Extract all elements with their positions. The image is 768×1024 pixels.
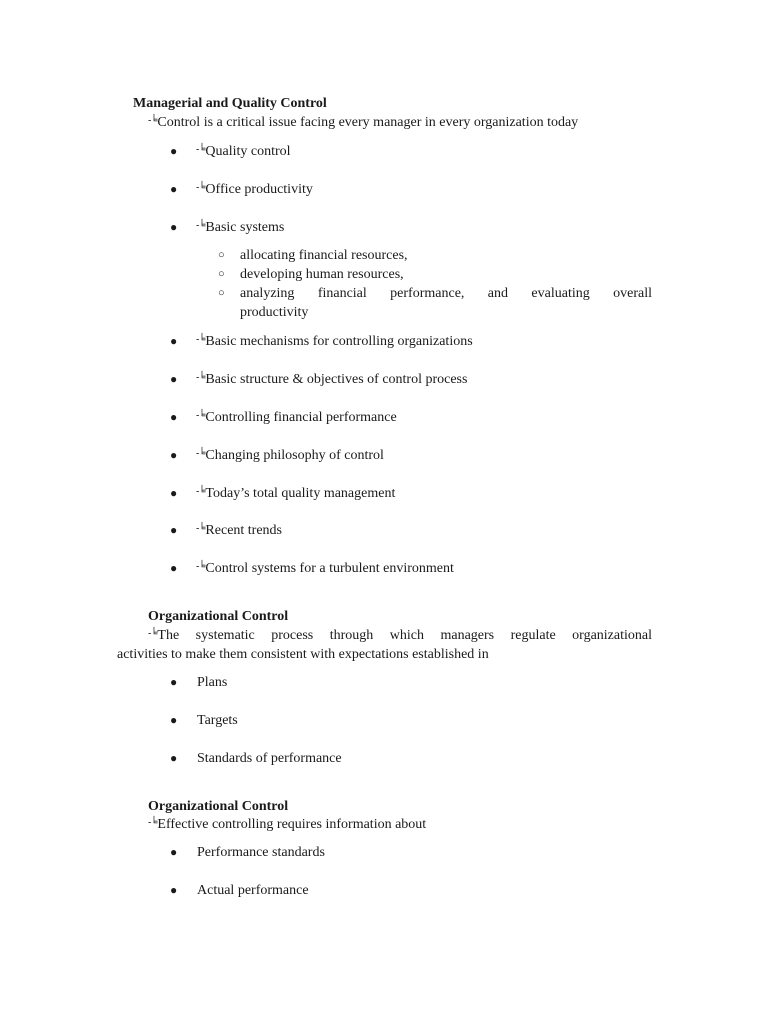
list-item-text: Control systems for a turbulent environment [205,561,454,576]
sub-list-item: allocating financial resources, [240,248,408,263]
list-item-text: Office productivity [205,182,313,197]
list-marker: -╘ [148,115,157,126]
list-item-text: Basic structure & objectives of control process [205,372,468,387]
list-item-text: Today’s total quality management [205,486,396,501]
list-marker: -╘ [196,182,205,193]
list-item-text: Quality control [205,144,291,159]
list-marker: -╘ [196,486,205,497]
list-marker: -╘ [148,628,157,639]
bullet-dot: ● [170,675,178,689]
list-item-text: Targets [197,713,238,728]
bullet-dot: ● [170,751,178,765]
bullet-dot: ● [170,561,178,575]
list-marker: -╘ [196,410,205,421]
sub-bullet-circle: ○ [218,249,225,261]
intro-text: Control is a critical issue facing every manager in every organization today [157,115,579,130]
sub-bullet-circle: ○ [218,287,225,299]
section-title: Managerial and Quality Control [133,96,327,111]
bullet-dot: ● [170,883,178,897]
intro-text: Effective controlling requires information about [157,817,427,832]
list-item-text: Changing philosophy of control [205,448,384,463]
list-marker: -╘ [196,144,205,155]
section-title: Organizational Control [148,609,289,624]
list-marker: -╘ [196,561,205,572]
list-item-text: Actual performance [197,883,309,898]
list-item-text: Controlling financial performance [205,410,397,425]
list-item-text: Basic mechanisms for controlling organizations [205,334,473,349]
bullet-dot: ● [170,486,178,500]
bullet-dot: ● [170,713,178,727]
intro-text: The systematic process through which managers regulate organizational [157,628,652,643]
section-intro [148,626,652,646]
sub-bullet-circle: ○ [218,268,225,280]
section-intro-continued: activities to make them consistent with expectations established in [117,647,489,662]
list-marker: -╘ [148,817,157,828]
list-item-text: Basic systems [205,220,285,235]
bullet-dot: ● [170,144,178,158]
bullet-dot: ● [170,182,178,196]
bullet-dot: ● [170,410,178,424]
bullet-dot: ● [170,372,178,386]
section-intro [148,815,426,835]
bullet-dot: ● [170,523,178,537]
bullet-dot: ● [170,220,178,234]
list-marker: -╘ [196,448,205,459]
list-item-text: Recent trends [205,523,283,538]
list-item-text: Standards of performance [197,751,342,766]
list-marker: -╘ [196,523,205,534]
list-item-text: Plans [197,675,228,690]
sub-list-item: developing human resources, [240,267,404,282]
list-marker: -╘ [196,372,205,383]
list-marker: -╘ [196,220,205,231]
section-intro [148,113,578,133]
bullet-dot: ● [170,845,178,859]
sub-list-item: analyzing financial performance, and evaluating overall [240,286,652,301]
bullet-dot: ● [170,448,178,462]
sub-list-item-continued: productivity [240,305,309,320]
list-item-text: Performance standards [197,845,325,860]
section-title: Organizational Control [148,799,289,814]
list-marker: -╘ [196,334,205,345]
bullet-dot: ● [170,334,178,348]
